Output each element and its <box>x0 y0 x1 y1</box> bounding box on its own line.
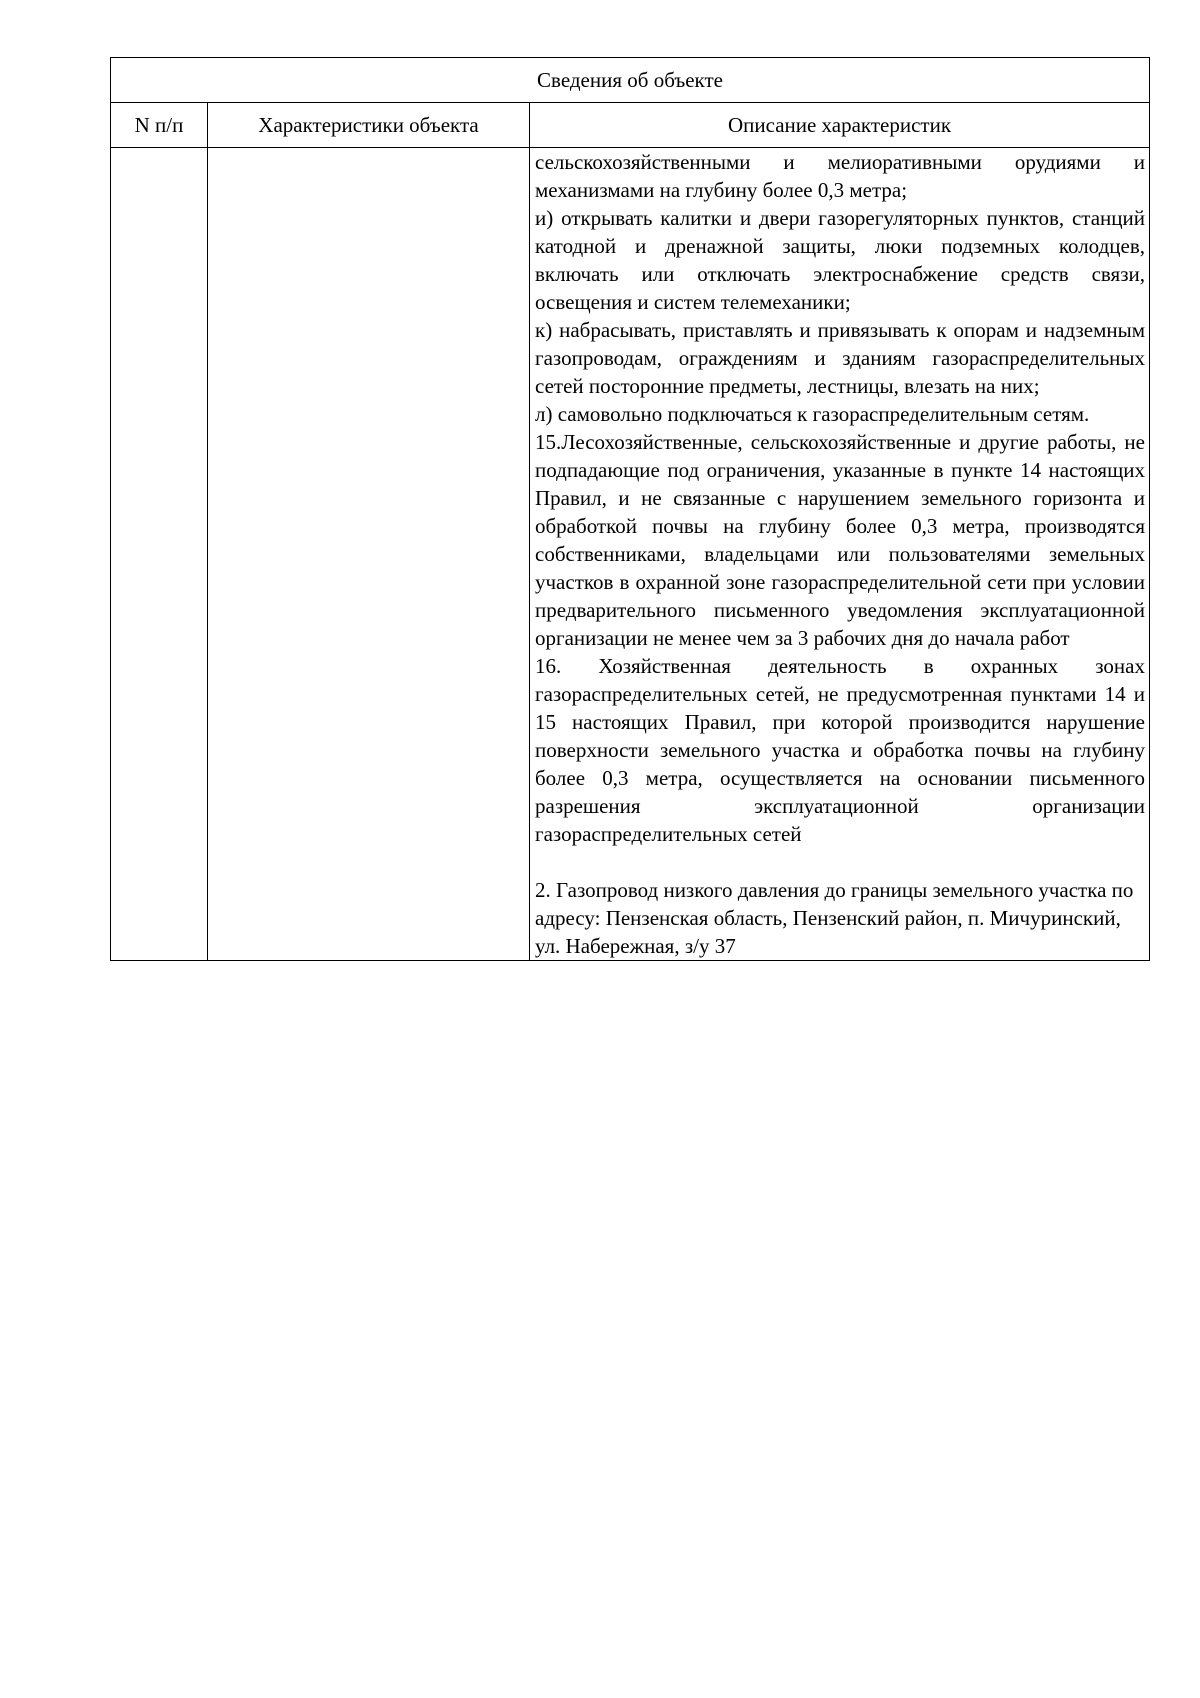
gas-pipeline-address: 2. Газопровод низкого давления до границы земельного участка по адресу: Пензенская область, Пензенский район, п. Мичуринский, ул. Набережная, з/у 37 <box>535 878 1134 958</box>
description-paragraph: к) набрасывать, приставлять и привязывать к опорам и надземным газопроводам, ограждениям и зданиям газораспределительных сетей посторонние предметы, лестницы, влезать на них; <box>535 318 1145 398</box>
description-paragraph: л) самовольно подключаться к газораспределительным сетям. <box>535 402 1090 426</box>
header-description: Описание характеристик <box>530 103 1150 148</box>
description-paragraph: 16. Хозяйственная деятельность в охранных зонах газораспределительных сетей, не предусмотренная пунктами 14 и 15 настоящих Правил, при которой производится нарушение поверхности земельного участка и обработка почвы на глубину более 0,3 метра, осуществляется на основании письменного разрешения эксплуатационной организации газораспределительных сетей <box>535 654 1145 846</box>
table-caption-row <box>111 58 1150 103</box>
paragraph-spacer <box>535 848 1145 876</box>
cell-description <box>530 148 1150 961</box>
cell-num <box>111 148 208 961</box>
table-row <box>111 148 1150 961</box>
description-paragraph: и) открывать калитки и двери газорегуляторных пунктов, станций катодной и дренажной защиты, люки подземных колодцев, включать или отключать электроснабжение средств связи, освещения и систем телемеханики; <box>535 206 1145 314</box>
object-info-table <box>110 57 1150 961</box>
header-characteristics: Характеристики объекта <box>208 103 530 148</box>
table-header-row <box>111 103 1150 148</box>
header-num: N п/п <box>111 103 208 148</box>
cell-characteristics <box>208 148 530 961</box>
table-caption: Сведения об объекте <box>111 58 1150 103</box>
description-paragraph: сельскохозяйственными и мелиоративными орудиями и механизмами на глубину более 0,3 метра; <box>535 150 1145 202</box>
description-paragraph: 15.Лесохозяйственные, сельскохозяйственные и другие работы, не подпадающие под ограничения, указанные в пункте 14 настоящих Правил, и не связанные с нарушением земельного горизонта и обработкой почвы на глубину более 0,3 метра, производятся собственниками, владельцами или пользователями земельных участков в охранной зоне газораспределительной сети при условии предварительного письменного уведомления эксплуатационной организации не менее чем за 3 рабочих дня до начала работ <box>535 430 1145 650</box>
